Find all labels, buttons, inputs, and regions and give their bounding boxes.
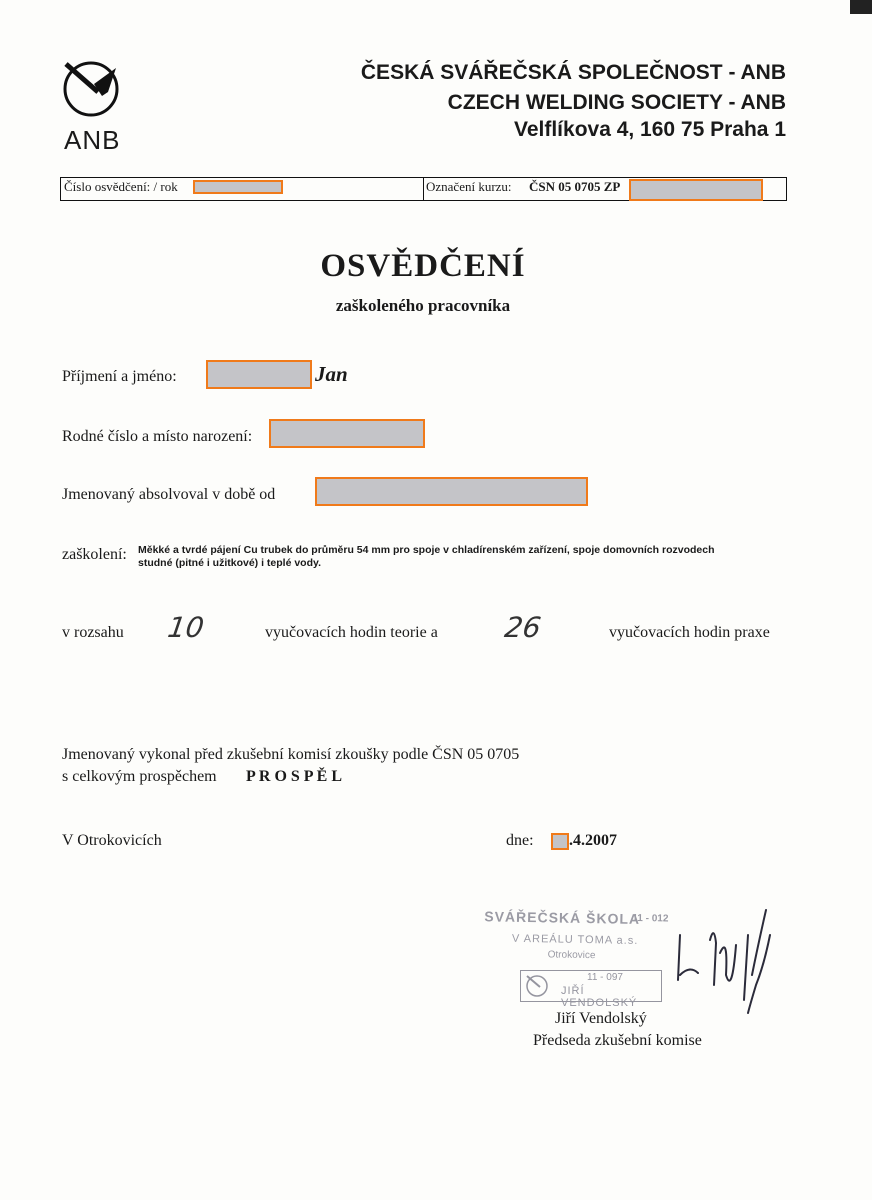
course-label: Označení kurzu: — [426, 179, 512, 194]
place: V Otrokovicích — [62, 832, 162, 849]
redacted-course-code — [629, 179, 763, 201]
training-description-line2: studné (pitné i užitkové) i teplé vody. — [138, 557, 321, 569]
redacted-date-day — [551, 833, 569, 850]
stamp-welding-icon — [524, 973, 550, 999]
first-name: Jan — [315, 362, 348, 386]
handwritten-signature — [670, 905, 795, 1015]
personal-stamp — [520, 970, 662, 1009]
theory-hours: 10 — [165, 611, 206, 644]
org-name-cz: ČESKÁ SVÁŘEČSKÁ SPOLEČNOST - ANB — [360, 61, 786, 84]
anb-logo — [58, 58, 124, 155]
signatory-name: Jiří Vendolský — [555, 1010, 647, 1027]
exam-result: P R O S P Ě L — [246, 768, 343, 785]
theory-label: vyučovacích hodin teorie a — [265, 624, 438, 641]
org-address: Velflíkova 4, 160 75 Praha 1 — [513, 118, 786, 141]
signatory-role: Předseda zkušební komise — [533, 1032, 702, 1049]
redacted-course-dates — [315, 477, 588, 506]
training-description-line1: Měkké a tvrdé pájení Cu trubek do průměru 54 mm pro spoje v chladírenském zařízení, spoje domovních rozvodech — [138, 544, 715, 556]
redacted-birth-info — [269, 419, 425, 448]
name-label: Příjmení a jméno: — [62, 368, 177, 385]
welding-logo-icon — [58, 58, 124, 120]
document-subtitle: zaškoleného pracovníka — [335, 296, 511, 315]
stamp-area: V AREÁLU TOMA a.s. — [511, 932, 639, 947]
result-label: s celkovým prospěchem — [62, 768, 217, 785]
reference-box-divider — [423, 178, 424, 200]
page-corner-shadow — [850, 0, 872, 14]
logo-text: ANB — [64, 125, 121, 155]
stamp-personal-name: JIŘÍ VENDOLSKÝ — [561, 985, 638, 1009]
date-label: dne: — [506, 832, 534, 849]
certificate-number-label: Číslo osvědčení: / rok — [64, 179, 178, 194]
stamp-school-code: 11 - 012 — [632, 912, 669, 925]
training-label: zaškolení: — [62, 546, 127, 563]
practice-hours: 26 — [502, 611, 543, 644]
birth-label: Rodné číslo a místo narození: — [62, 428, 253, 445]
exam-statement: Jmenovaný vykonal před zkušební komisí zkoušky podle ČSN 05 0705 — [62, 746, 520, 763]
org-name-en: CZECH WELDING SOCIETY - ANB — [447, 91, 786, 114]
stamp-city: Otrokovice — [547, 949, 596, 962]
scope-label: v rozsahu — [62, 624, 124, 641]
completed-label: Jmenovaný absolvoval v době od — [62, 486, 276, 503]
document-title: OSVĚDČENÍ — [320, 248, 526, 284]
date-value: .4.2007 — [569, 832, 617, 849]
redacted-certificate-number — [193, 180, 283, 194]
stamp-personal-code: 11 - 097 — [587, 972, 623, 983]
stamp-school-name: SVÁŘEČSKÁ ŠKOLA — [484, 908, 641, 927]
school-stamp — [477, 904, 688, 968]
redacted-surname — [206, 360, 312, 389]
course-value: ČSN 05 0705 ZP — [529, 179, 621, 194]
practice-label: vyučovacích hodin praxe — [609, 624, 770, 641]
